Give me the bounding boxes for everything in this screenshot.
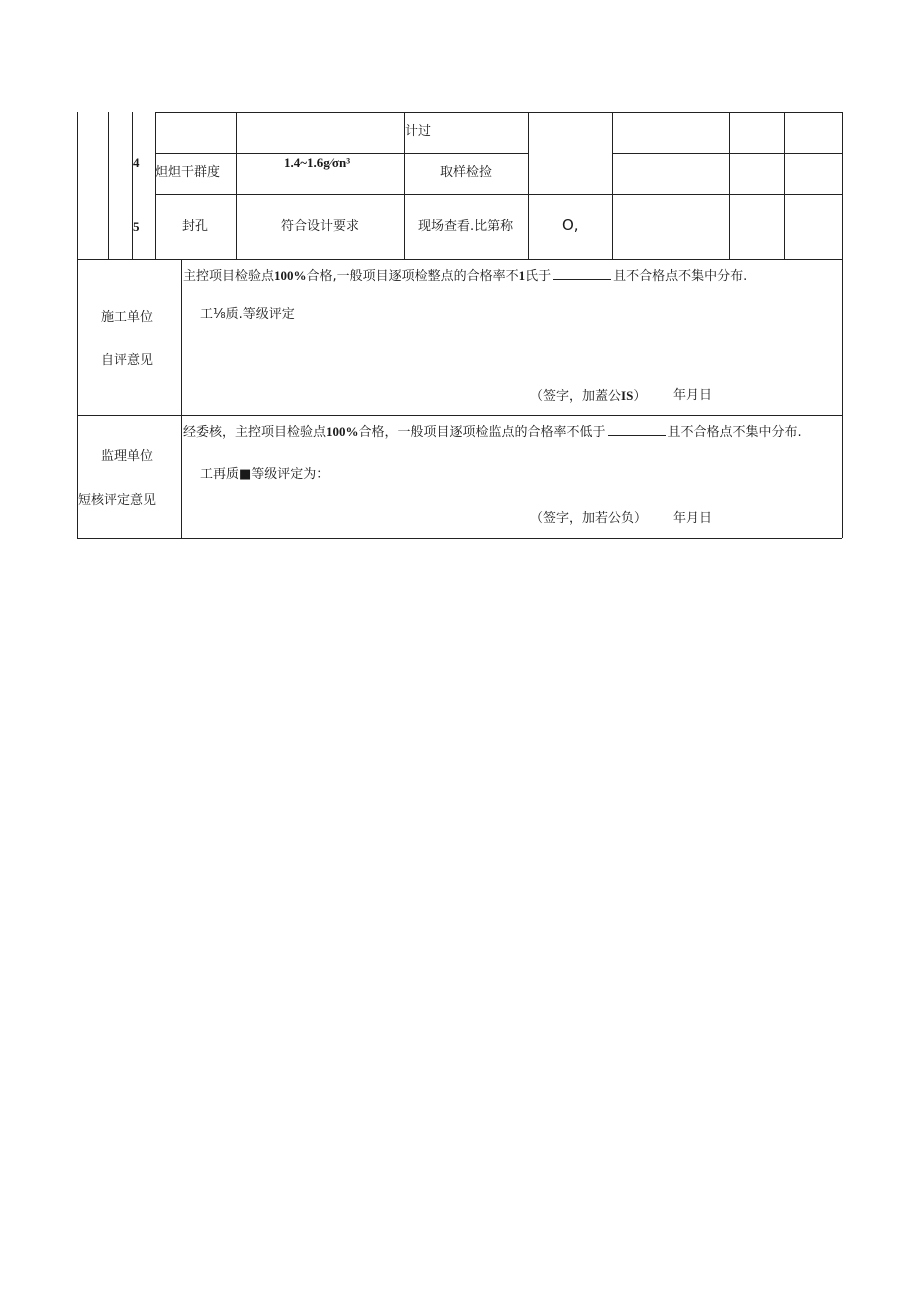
supervision-grade: 工再质■等级评定为： — [200, 467, 330, 482]
row-4-item: 炟炟干群度 — [155, 165, 221, 180]
row-5-sample: O, — [562, 216, 579, 234]
grid-line — [729, 112, 730, 259]
supervision-statement-mid: 合格，一般项目逐项检监点的合格率不低于 — [358, 425, 606, 440]
grid-line — [236, 112, 237, 259]
construction-statement-tail: 且不合格点不集中分布. — [613, 269, 748, 284]
supervision-label-line1: 监理单位 — [101, 449, 154, 464]
grid-line — [155, 112, 842, 113]
construction-statement-pre: 主控项目检验点 — [183, 269, 275, 284]
row-1-method: 计过 — [405, 124, 432, 139]
supervision-statement-tail: 且不合格点不集中分布. — [667, 425, 802, 440]
grid-line — [612, 153, 842, 154]
grid-line — [155, 112, 156, 259]
construction-statement-num: 1 — [518, 268, 526, 283]
construction-statement — [183, 268, 747, 285]
row-4-number: 4 — [133, 155, 140, 170]
grid-line — [77, 415, 842, 416]
construction-sign-bold: IS — [621, 388, 634, 403]
supervision-label-line2: 短核评定意见 — [78, 493, 157, 508]
construction-statement-post: 氏于 — [525, 269, 552, 284]
construction-signature — [530, 388, 646, 405]
supervision-date: 年月日 — [673, 511, 713, 526]
grid-line — [528, 112, 529, 259]
grid-line — [155, 153, 528, 154]
construction-rate-blank — [553, 269, 611, 280]
grid-line — [155, 194, 842, 195]
row-4-standard: 1.4~1.6g∕σn³ — [284, 155, 351, 170]
construction-grade: 工⅛质.等级评定 — [200, 307, 295, 322]
grid-line — [108, 112, 109, 259]
row-5-item: 封孔 — [182, 219, 209, 234]
construction-label-line1: 施工单位 — [101, 310, 154, 325]
supervision-signature: （签字，加若公负） — [530, 511, 648, 526]
construction-date: 年月日 — [673, 388, 713, 403]
grid-line — [77, 112, 78, 538]
grid-line — [784, 112, 785, 259]
supervision-statement-pre: 经委核，主控项目检验点 — [183, 425, 327, 440]
construction-label-line2: 自评意见 — [101, 353, 154, 368]
grid-line — [132, 112, 133, 259]
row-4-method: 取样检捡 — [440, 165, 493, 180]
grid-line — [77, 259, 842, 260]
construction-sign-prefix: （签字，加蓋公 — [530, 389, 622, 404]
row-5-standard: 符合设计要求 — [281, 219, 360, 234]
supervision-statement-pct: 100% — [326, 424, 359, 439]
supervision-rate-blank — [608, 425, 666, 436]
row-5-number: 5 — [133, 219, 140, 234]
construction-statement-pct: 100% — [274, 268, 307, 283]
construction-statement-mid: 合格,一般项目逐项检整点的合格率不 — [306, 269, 519, 284]
grid-line — [612, 112, 613, 259]
grid-line — [842, 112, 843, 538]
supervision-statement — [183, 424, 802, 441]
grid-line — [181, 259, 182, 538]
grid-line — [77, 538, 842, 539]
row-5-method: 现场查看.比第称 — [418, 219, 514, 234]
construction-sign-suffix: ） — [633, 389, 647, 404]
